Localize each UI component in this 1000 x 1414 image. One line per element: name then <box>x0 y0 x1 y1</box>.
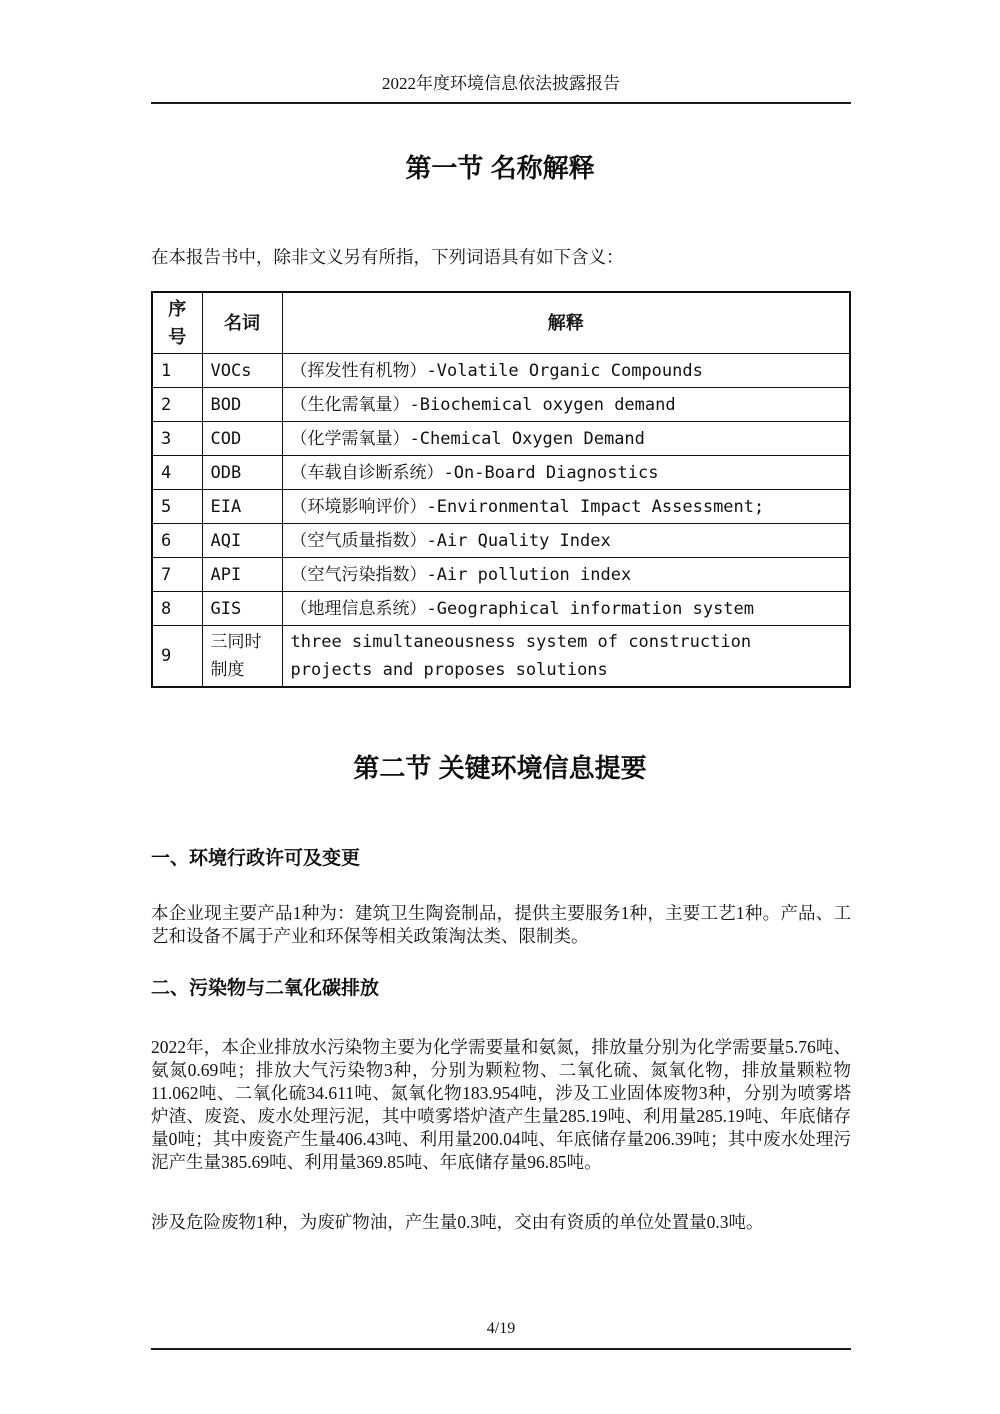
table-row <box>152 524 850 558</box>
cell-explanation: （挥发性有机物）-Volatile Organic Compounds <box>282 354 850 388</box>
table-row <box>152 422 850 456</box>
cell-index: 3 <box>152 422 202 456</box>
cell-index: 2 <box>152 388 202 422</box>
cell-term: EIA <box>202 490 282 524</box>
table-row <box>152 558 850 592</box>
col-header-term: 名词 <box>202 292 282 354</box>
cell-term: VOCs <box>202 354 282 388</box>
page-header <box>151 73 851 104</box>
definitions-table <box>151 291 851 688</box>
table-row <box>152 354 850 388</box>
table-row <box>152 456 850 490</box>
subsection1-paragraph: 本企业现主要产品1种为：建筑卫生陶瓷制品，提供主要服务1种，主要工艺1种。产品、工艺和设备不属于产业和环保等相关政策淘汰类、限制类。 <box>151 903 851 946</box>
page-number: 4/19 <box>486 1320 516 1337</box>
cell-term: GIS <box>202 592 282 626</box>
subsection2-paragraph-hazardous-waste: 涉及危险废物1种，为废矿物油，产生量0.3吨，交由有资质的单位处置量0.3吨。 <box>151 1212 764 1232</box>
subsection2-heading: 二、污染物与二氧化碳排放 <box>151 978 380 999</box>
cell-index: 6 <box>152 524 202 558</box>
subsection2-paragraph-emissions: 2022年，本企业排放水污染物主要为化学需要量和氨氮，排放量分别为化学需要量5.76吨、氨氮0.69吨；排放大气污染物3种，分别为颗粒物、二氧化硫、氮氧化物，排放量颗粒物11.062吨、二氧化硫34.611吨、氮氧化物183.954吨，涉及工业固体废物3种，分别为喷雾塔炉渣、废瓷、废水处理污泥，其中喷雾塔炉渣产生量285.19吨、利用量285.19吨、年底储存量0吨；其中废瓷产生量406.43吨、利用量200.04吨、年底储存量206.39吨；其中废水处理污泥产生量385.69吨、利用量369.85吨、年底储存量96.85吨。 <box>151 1037 851 1172</box>
cell-explanation: （环境影响评价）-Environmental Impact Assessment; <box>282 490 850 524</box>
table-row <box>152 592 850 626</box>
cell-explanation: three simultaneousness system of construction projects and proposes solutions <box>282 626 850 688</box>
cell-explanation: （空气质量指数）-Air Quality Index <box>282 524 850 558</box>
section2-title: 第二节 关键环境信息提要 <box>353 753 647 783</box>
subsection1-heading: 一、环境行政许可及变更 <box>151 848 361 869</box>
col-header-index: 序号 <box>152 292 202 354</box>
report-title: 2022年度环境信息依法披露报告 <box>382 74 620 93</box>
cell-explanation: （车载自诊断系统）-On-Board Diagnostics <box>282 456 850 490</box>
table-row <box>152 626 850 688</box>
cell-index: 5 <box>152 490 202 524</box>
cell-term: API <box>202 558 282 592</box>
cell-index: 1 <box>152 354 202 388</box>
table-header-row <box>152 292 850 354</box>
cell-term: 三同时制度 <box>202 626 282 688</box>
cell-term: AQI <box>202 524 282 558</box>
table-row <box>152 490 850 524</box>
section1-title: 第一节 名称解释 <box>405 153 595 183</box>
definitions-intro: 在本报告书中，除非文义另有所指，下列词语具有如下含义： <box>151 247 624 267</box>
cell-index: 7 <box>152 558 202 592</box>
cell-index: 4 <box>152 456 202 490</box>
cell-index: 8 <box>152 592 202 626</box>
cell-explanation: （地理信息系统）-Geographical information system <box>282 592 850 626</box>
cell-term: BOD <box>202 388 282 422</box>
table-row <box>152 388 850 422</box>
page-footer <box>151 1319 851 1350</box>
cell-explanation: （化学需氧量）-Chemical Oxygen Demand <box>282 422 850 456</box>
cell-term: ODB <box>202 456 282 490</box>
cell-explanation: （生化需氧量）-Biochemical oxygen demand <box>282 388 850 422</box>
cell-term: COD <box>202 422 282 456</box>
cell-explanation: （空气污染指数）-Air pollution index <box>282 558 850 592</box>
cell-index: 9 <box>152 626 202 688</box>
col-header-explanation: 解释 <box>282 292 850 354</box>
